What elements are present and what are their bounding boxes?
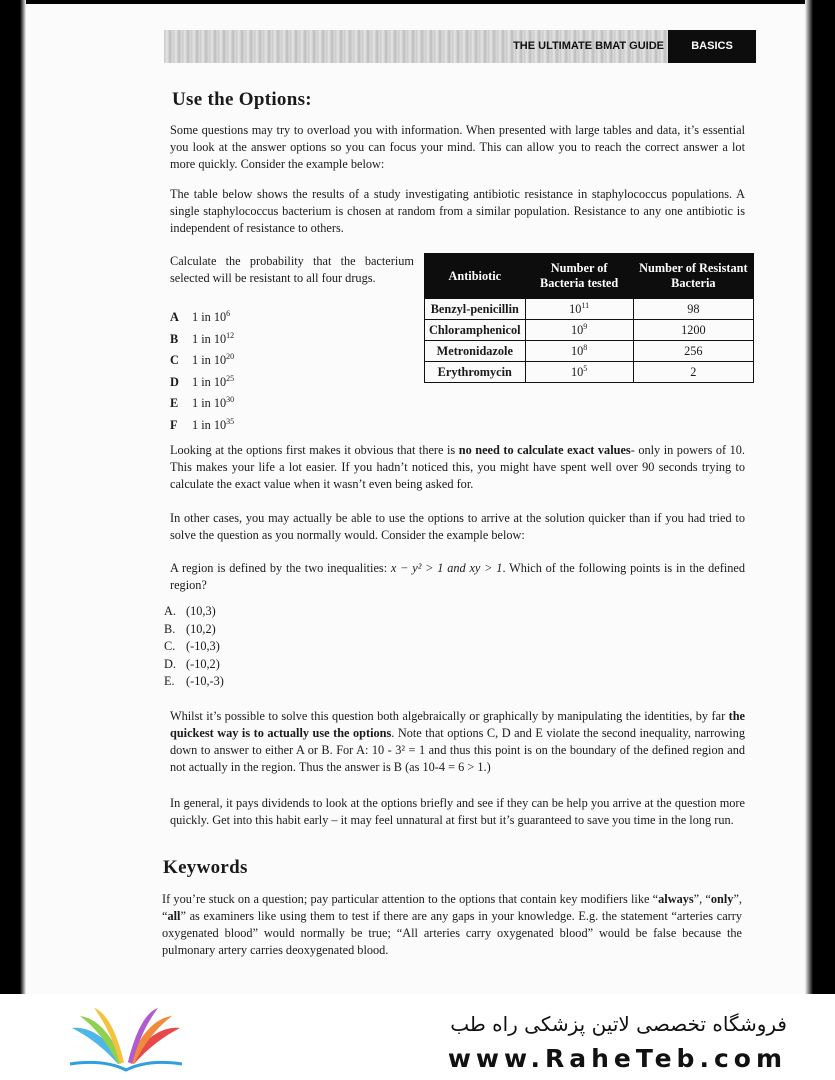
table-cell-tested: $10^5$: [525, 362, 633, 383]
point-option: B. (10,2): [164, 621, 216, 636]
footer-store-name: فروشگاه تخصصی لاتین پزشکی راه طب: [450, 1012, 787, 1036]
answer-option: F 1 in $10^{35}$: [170, 416, 235, 433]
table-cell-resistant: 98: [633, 299, 753, 320]
point-option: C. (-10,3): [164, 639, 220, 653]
table-cell-tested: $10^9$: [525, 320, 633, 341]
inequality-question: A region is defined by the two inequalities: x − y² > 1 and xy > 1. Which of the following points is in the defined region?: [170, 561, 746, 592]
table-cell-resistant: 2: [633, 362, 753, 383]
table-cell-tested: $10^8$: [525, 341, 633, 362]
point-option: E. (-10,-3): [164, 674, 224, 688]
scenario-paragraph: The table below shows the results of a study investigating antibiotic resistance in staphylococcus populations. A single staphylococcus bacterium is chosen at random from a similar population. Resistance to any one antibiotic is independent of resistance to others.: [170, 187, 745, 235]
whilst-paragraph: Whilst it’s possible to solve this question both algebraically or graphically by manipulating the identities, by far the quickest way is to actually use the options. Note that options C, D and E violate the second inequality, narrowing down to answer to either A or B. For A: 10 - 3² = 1 and thus this point is on the boundary of the defined region and not actually in the region. Thus the answer is B (as 10-4 = 6 > 1.): [170, 709, 745, 774]
table-row: [425, 362, 754, 383]
table-header: Number of Bacteria tested: [525, 254, 633, 299]
other-cases-paragraph: In other cases, you may actually be able to use the options to arrive at the solution quicker than if you had tried to solve the question as you normally would. Consider the example below:: [170, 511, 745, 542]
header-guide-title: THE ULTIMATE BMAT GUIDE: [513, 40, 664, 52]
answer-option: E 1 in $10^{30}$: [170, 395, 235, 411]
table-row: [425, 341, 754, 362]
intro-paragraph: Some questions may try to overload you with information. When presented with large tables and data, it’s essential you look at the answer options so you can focus your mind. This can allow you to reach the correct answer a lot more quickly. Consider the example below:: [170, 123, 745, 171]
table-row: [425, 299, 754, 320]
answer-options: [170, 305, 234, 435]
table-cell-antibiotic: Metronidazole: [425, 341, 526, 362]
section-title-use-options: Use the Options:: [172, 89, 312, 110]
table-row: [425, 320, 754, 341]
point-options: [164, 603, 224, 691]
table-cell-resistant: 1200: [633, 320, 753, 341]
scan-edge-right: [805, 0, 835, 1000]
running-header: [164, 30, 756, 63]
general-paragraph: In general, it pays dividends to look at the options briefly and see if they can be help you arrive at the question more quickly. Get into this habit early – it may feel unnatural at first but it’s guaranteed to save you time in the long run.: [170, 796, 745, 827]
section-title-keywords: Keywords: [163, 857, 248, 878]
answer-option: A 1 in $10^6$: [170, 309, 231, 325]
point-option: D. (-10,2): [164, 656, 220, 671]
table-header: Antibiotic: [425, 254, 526, 299]
table-cell-antibiotic: Chloramphenicol: [425, 320, 526, 341]
keywords-paragraph: If you’re stuck on a question; pay particular attention to the options that contain key modifiers like “always”, “only”, “all” as examiners like using them to test if there are any gaps in your knowledge. E.g. the statement “arteries carry oxygenated blood” would normally be true; “All arteries carry oxygenated blood” would be false because the pulmonary artery carries deoxygenated blood.: [162, 892, 742, 957]
table-cell-tested: $10^{11}$: [525, 299, 633, 320]
antibiotic-table-container: [424, 253, 754, 383]
question-text: Calculate the probability that the bacterium selected will be resistant to all four drugs.: [170, 254, 414, 285]
open-book-logo-icon: [66, 1006, 186, 1072]
antibiotic-table: [424, 253, 754, 383]
footer-website: www.RaheTeb.com: [447, 1044, 787, 1073]
table-cell-resistant: 256: [633, 341, 753, 362]
table-cell-antibiotic: Benzyl-penicillin: [425, 299, 526, 320]
scan-edge-left: [0, 0, 26, 1000]
answer-option: C 1 in $10^{20}$: [170, 352, 235, 368]
header-section-tab: BASICS: [668, 30, 756, 63]
table-header: Number of Resistant Bacteria: [633, 254, 753, 299]
answer-option: D 1 in $10^{25}$: [170, 373, 235, 389]
explanation-paragraph: Looking at the options first makes it obvious that there is no need to calculate exact values- only in powers of 10. This makes your life a lot easier. If you hadn’t noticed this, you might have spent well over 90 seconds trying to calculate the exact value when it wasn’t even being asked for.: [170, 443, 745, 491]
point-option: A. (10,3): [164, 604, 216, 618]
answer-option: B 1 in $10^{12}$: [170, 330, 235, 346]
table-cell-antibiotic: Erythromycin: [425, 362, 526, 383]
